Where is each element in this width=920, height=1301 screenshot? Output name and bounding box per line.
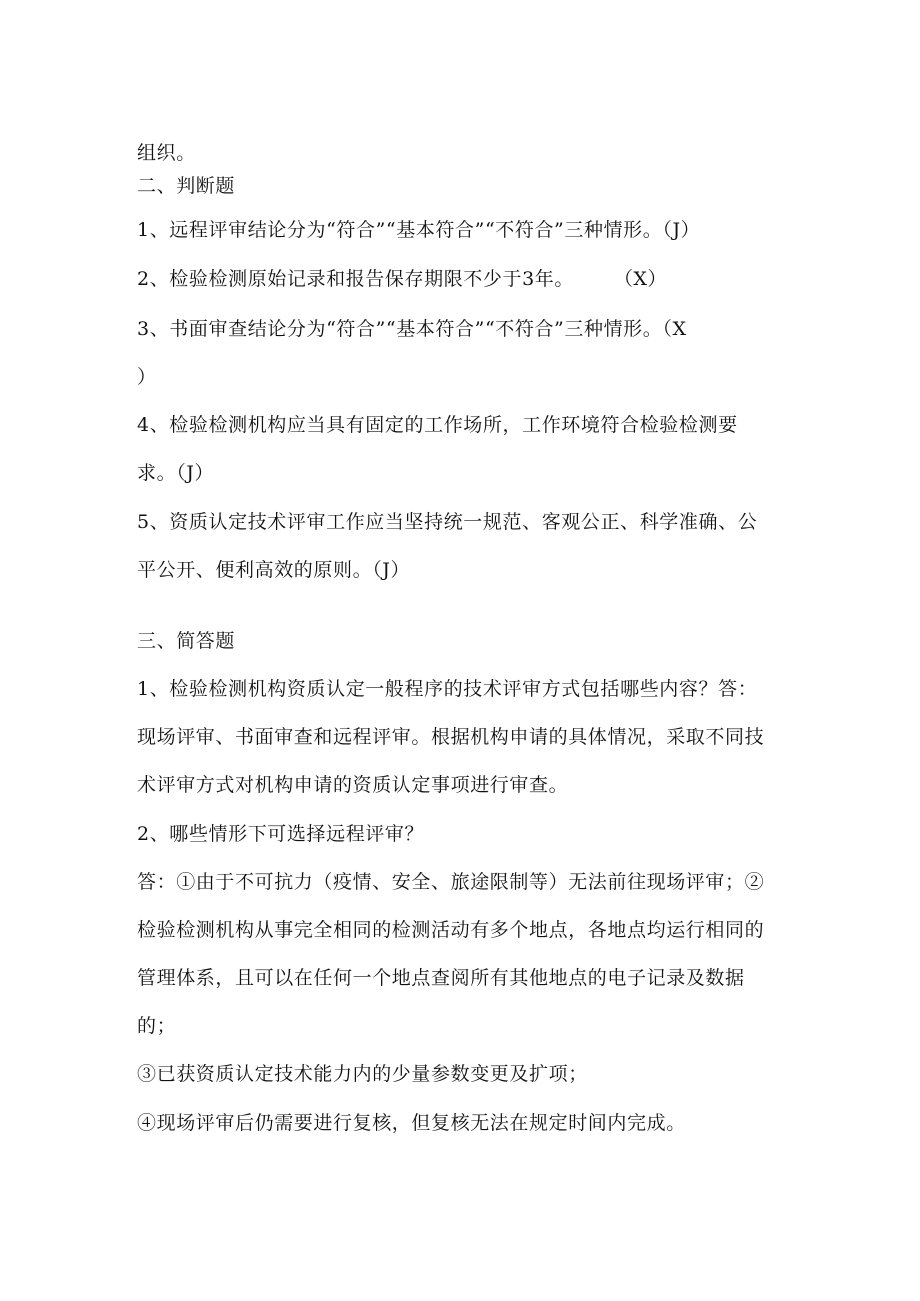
section-heading-true-false: 二、判断题 [137,175,236,197]
text-line: 1、远程评审结论分为“符合”“基本符合”“不符合”三种情形。（J） [137,219,701,241]
section-heading-short-answer: 三、简答题 [137,630,236,652]
text-line: 现场评审、书面审查和远程评审。根据机构申请的具体情况，采取不同技 [137,726,765,748]
text-line: 的； [137,1015,177,1037]
text-line: 3、书面审查结论分为“符合”“基本符合”“不符合”三种情形。（X [137,318,687,340]
text-line: 检验检测机构从事完全相同的检测活动有多个地点，各地点均运行相同的 [137,919,765,941]
text-line: 5、资质认定技术评审工作应当坚持统一规范、客观公正、科学准确、公 [137,511,758,533]
text-line: ③已获资质认定技术能力内的少量参数变更及扩项； [137,1063,588,1085]
text-line: 平公开、便利高效的原则。（J） [137,559,411,581]
text-line: ④现场评审后仍需要进行复核，但复核无法在规定时间内完成。 [137,1112,686,1134]
text-line: 组织。 [137,142,196,164]
text-line: 管理体系，且可以在任何一个地点查阅所有其他地点的电子记录及数据 [137,967,745,989]
text-line: ） [137,366,157,388]
text-line: 4、检验检测机构应当具有固定的工作场所，工作环境符合检验检测要 [137,414,738,436]
text-line: 2、哪些情形下可选择远程评审？ [137,823,425,845]
text-line: 1、检验检测机构资质认定一般程序的技术评审方式包括哪些内容？答： [137,678,758,700]
text-line: 求。（J） [137,462,215,484]
text-line: 2、检验检测原始记录和报告保存期限不少于3年。 （X） [137,268,668,290]
text-line: 术评审方式对机构申请的资质认定事项进行审查。 [137,774,569,796]
text-line: 答：①由于不可抗力（疫情、安全、旅途限制等）无法前往现场评审；② [137,871,765,893]
